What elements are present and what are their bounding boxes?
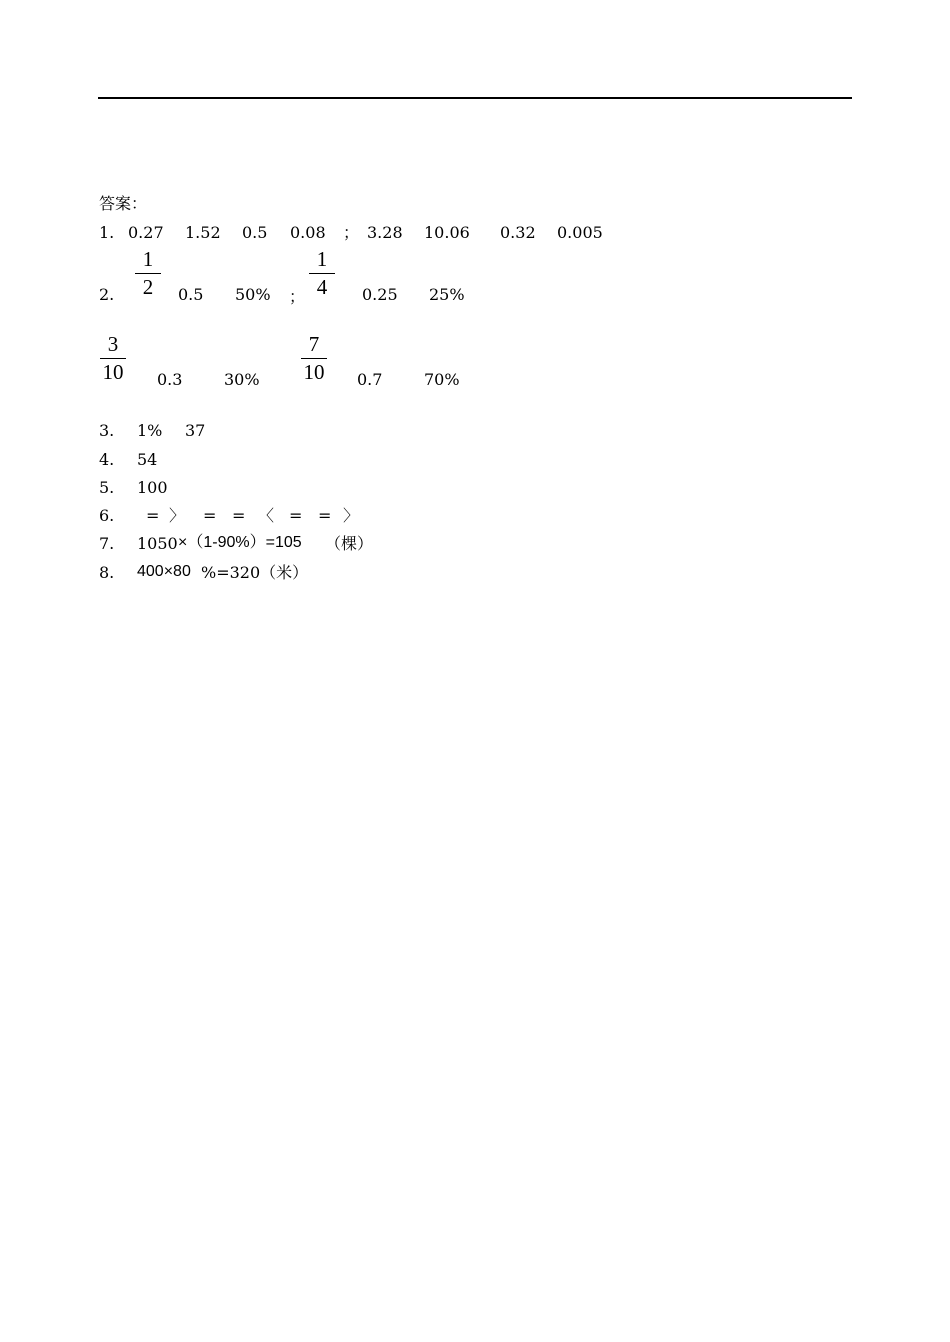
fraction-bar bbox=[301, 358, 327, 359]
q6-number: 6. bbox=[99, 506, 115, 525]
fraction-denominator: 4 bbox=[316, 275, 328, 299]
q1-answer: 1.52 bbox=[185, 223, 221, 242]
q7-answer-unit: （棵） bbox=[325, 534, 374, 553]
comparison-symbol: = bbox=[232, 506, 246, 525]
q1-separator: ； bbox=[343, 223, 360, 242]
q1-answer: 10.06 bbox=[424, 223, 470, 242]
fraction bbox=[307, 249, 337, 298]
comparison-symbol: = bbox=[146, 506, 160, 525]
comparison-symbol: 〈 bbox=[258, 506, 275, 525]
q7-answer-expression: ×（1-90%）=105 bbox=[178, 534, 302, 551]
q2-decimal: 0.3 bbox=[157, 370, 183, 389]
comparison-symbol: 〉 bbox=[343, 506, 360, 525]
fraction-numerator: 7 bbox=[308, 332, 320, 356]
q1-answer: 0.27 bbox=[128, 223, 164, 242]
q2-separator: ； bbox=[289, 287, 306, 306]
comparison-symbol: = bbox=[289, 506, 303, 525]
q7-answer-start: 1050 bbox=[137, 534, 178, 553]
q2-percent: 50% bbox=[235, 285, 271, 304]
q2-decimal: 0.25 bbox=[362, 285, 398, 304]
q4-answer: 54 bbox=[137, 450, 158, 469]
q4-number: 4. bbox=[99, 450, 115, 469]
q8-number: 8. bbox=[99, 563, 115, 582]
q3-answer: 1% bbox=[137, 421, 163, 440]
fraction-denominator: 10 bbox=[303, 360, 325, 384]
q1-number: 1. bbox=[99, 223, 115, 242]
q3-answer: 37 bbox=[185, 421, 206, 440]
q2-decimal: 0.5 bbox=[178, 285, 204, 304]
q5-answer: 100 bbox=[137, 478, 168, 497]
q2-percent: 30% bbox=[224, 370, 260, 389]
fraction bbox=[98, 334, 128, 383]
answer-heading: 答案： bbox=[99, 194, 148, 213]
fraction-bar bbox=[135, 273, 161, 274]
q2-percent: 25% bbox=[429, 285, 465, 304]
q1-answer: 3.28 bbox=[367, 223, 403, 242]
q2-number: 2. bbox=[99, 285, 115, 304]
fraction bbox=[133, 249, 163, 298]
q2-percent: 70% bbox=[424, 370, 460, 389]
fraction-bar bbox=[100, 358, 126, 359]
q2-decimal: 0.7 bbox=[357, 370, 383, 389]
comparison-symbol: = bbox=[318, 506, 332, 525]
comparison-symbol: = bbox=[203, 506, 217, 525]
q7-number: 7. bbox=[99, 534, 115, 553]
comparison-symbol: 〉 bbox=[169, 506, 186, 525]
fraction-bar bbox=[309, 273, 335, 274]
fraction-numerator: 1 bbox=[316, 247, 328, 271]
fraction-denominator: 10 bbox=[102, 360, 124, 384]
q8-answer-result: %=320（米） bbox=[201, 563, 309, 582]
fraction-denominator: 2 bbox=[142, 275, 154, 299]
q1-answer: 0.08 bbox=[290, 223, 326, 242]
fraction-numerator: 3 bbox=[107, 332, 119, 356]
q1-answer: 0.5 bbox=[242, 223, 268, 242]
q1-answer: 0.32 bbox=[500, 223, 536, 242]
q5-number: 5. bbox=[99, 478, 115, 497]
q8-answer-expression: 400×80 bbox=[137, 563, 191, 580]
q3-number: 3. bbox=[99, 421, 115, 440]
header-rule bbox=[98, 97, 852, 99]
q1-answer: 0.005 bbox=[557, 223, 603, 242]
fraction-numerator: 1 bbox=[142, 247, 154, 271]
fraction bbox=[299, 334, 329, 383]
